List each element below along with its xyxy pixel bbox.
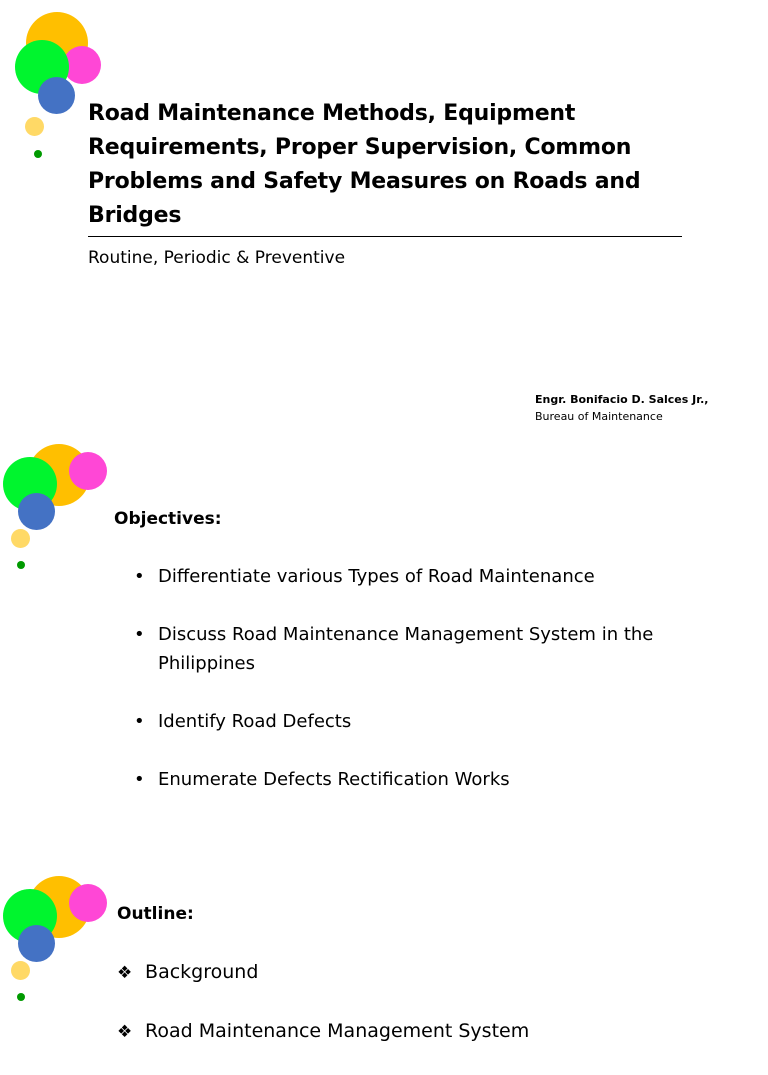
outline-text: Background xyxy=(145,961,259,983)
dark-green-dot xyxy=(17,993,25,1001)
author-organization: Bureau of Maintenance xyxy=(535,410,663,423)
list-item xyxy=(132,707,712,736)
outline-heading: Outline: xyxy=(117,904,194,924)
diamond-bullet-icon: ❖ xyxy=(117,963,133,983)
outline-list xyxy=(117,957,529,1075)
pale-yellow-dot xyxy=(11,961,30,980)
bullet-dot: • xyxy=(134,566,145,587)
dark-green-dot xyxy=(34,150,42,158)
author-name: Engr. Bonifacio D. Salces Jr., xyxy=(535,393,709,406)
title-slide xyxy=(0,0,768,432)
outline-text: Road Maintenance Management System xyxy=(145,1020,530,1042)
objectives-slide xyxy=(0,432,768,864)
decorative-bubbles xyxy=(0,432,120,592)
diamond-bullet-icon: ❖ xyxy=(117,1022,133,1042)
slide-title: Road Maintenance Methods, Equipment Requirements, Proper Supervision, Common Problems and Safety Measures on Roads and Bridges xyxy=(88,101,641,228)
list-item xyxy=(132,620,712,678)
magenta-circle xyxy=(69,884,107,922)
objective-text: Enumerate Defects Rectification Works xyxy=(158,769,510,790)
list-item xyxy=(132,562,712,591)
bullet-dot: • xyxy=(134,624,145,645)
objectives-list xyxy=(132,562,712,823)
bullet-dot: • xyxy=(134,711,145,732)
list-item xyxy=(117,957,529,988)
dark-green-dot xyxy=(17,561,25,569)
outline-slide xyxy=(0,864,768,1042)
objectives-heading: Objectives: xyxy=(114,509,222,529)
decorative-bubbles xyxy=(0,864,120,1024)
author-block xyxy=(535,391,708,425)
list-item xyxy=(117,1016,529,1047)
objective-text: Discuss Road Maintenance Management System in the Philippines xyxy=(158,624,654,674)
objective-text: Identify Road Defects xyxy=(158,711,352,732)
pale-yellow-dot xyxy=(25,117,44,136)
blue-circle xyxy=(18,493,55,530)
slide-subtitle: Routine, Periodic & Preventive xyxy=(88,248,346,268)
bullet-dot: • xyxy=(134,769,145,790)
objective-text: Differentiate various Types of Road Maintenance xyxy=(158,566,595,587)
list-item xyxy=(132,765,712,794)
title-divider xyxy=(88,236,682,237)
pale-yellow-dot xyxy=(11,529,30,548)
magenta-circle xyxy=(69,452,107,490)
blue-circle xyxy=(18,925,55,962)
blue-circle xyxy=(38,77,75,114)
